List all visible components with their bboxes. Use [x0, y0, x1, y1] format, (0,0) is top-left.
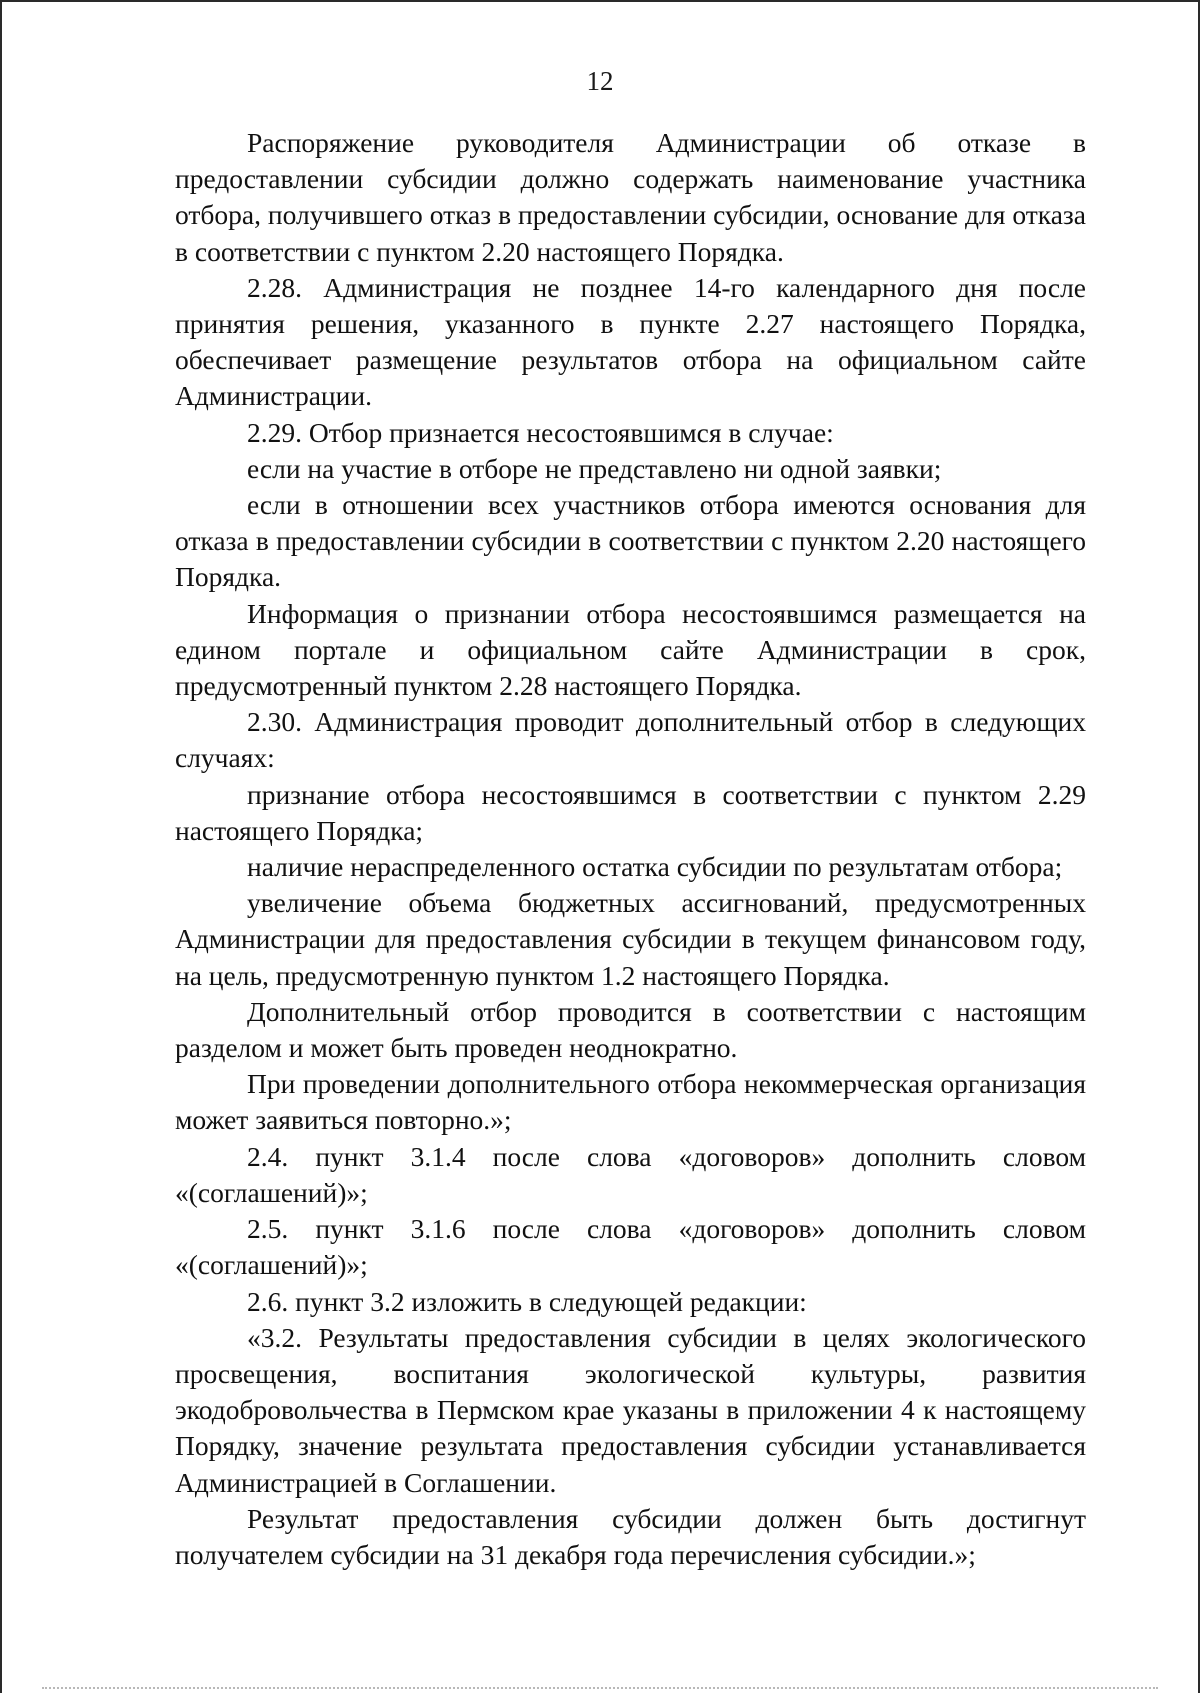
- paragraph-2-6: 2.6. пункт 3.2 изложить в следующей редакции:: [247, 1285, 807, 1317]
- scan-bottom-edge: [42, 1687, 1158, 1689]
- paragraph-no-applications: если на участие в отборе не представлено ни одной заявки;: [247, 452, 942, 484]
- paragraph-refusal-order: Распоряжение руководителя Администрации об отказе в предоставлении субсидии должно содержать наименование участника отбора, получившего отказ в предоставлении субсидии, основание для отказа в соответствии с пунктом 2.20 настоящего Порядка.: [175, 127, 1086, 267]
- paragraph-2-30: 2.30. Администрация проводит дополнительный отбор в следующих случаях:: [175, 706, 1086, 774]
- paragraph-failed-selection-info: Информация о признании отбора несостоявшимся размещается на едином портале и официальном сайте Администрации в срок, предусмотренный пунктом 2.28 настоящего Порядка.: [175, 597, 1086, 702]
- paragraph-case-failed: признание отбора несостоявшимся в соответствии с пунктом 2.29 настоящего Порядка;: [175, 778, 1086, 846]
- paragraph-additional-selection: Дополнительный отбор проводится в соответствии с настоящим разделом и может быть проведен неоднократно.: [175, 995, 1086, 1064]
- paragraph-2-29: 2.29. Отбор признается несостоявшимся в случае:: [247, 416, 834, 448]
- paragraph-2-28: 2.28. Администрация не позднее 14-го календарного дня после принятия решения, указанного в пункте 2.27 настоящего Порядка, обеспечивает размещение результатов отбора на официальном сайте Администрации.: [175, 271, 1086, 412]
- page-number: 12: [586, 66, 614, 96]
- paragraph-2-5: 2.5. пункт 3.1.6 после слова «договоров» дополнить словом «(соглашений)»;: [175, 1213, 1086, 1281]
- paragraph-2-4: 2.4. пункт 3.1.4 после слова «договоров» дополнить словом «(соглашений)»;: [175, 1140, 1086, 1208]
- paragraph-3-2-results: «3.2. Результаты предоставления субсидии в целях экологического просвещения, воспитания экологической культуры, развития экодобровольчества в Пермском крае указаны в приложении 4 к настоящему Порядку, значение результата предоставления субсидии устанавливается Администрацией в Соглашении.: [175, 1321, 1086, 1498]
- paragraph-all-refused: если в отношении всех участников отбора имеются основания для отказа в предоставлении субсидии в соответствии с пунктом 2.20 настоящего Порядка.: [175, 489, 1086, 593]
- paragraph-result-deadline: Результат предоставления субсидии должен быть достигнут получателем субсидии на 31 декабря года перечисления субсидии.»;: [175, 1502, 1086, 1570]
- paragraph-case-remainder: наличие нераспределенного остатка субсидии по результатам отбора;: [247, 851, 1063, 883]
- paragraph-repeat-application: При проведении дополнительного отбора некоммерческая организация может заявиться повторно.»;: [175, 1068, 1086, 1136]
- paragraph-case-increase: увеличение объема бюджетных ассигнований, предусмотренных Администрации для предоставления субсидии в текущем финансовом году, на цель, предусмотренную пунктом 1.2 настоящего Порядка.: [175, 887, 1086, 991]
- document-body: [175, 125, 1086, 1573]
